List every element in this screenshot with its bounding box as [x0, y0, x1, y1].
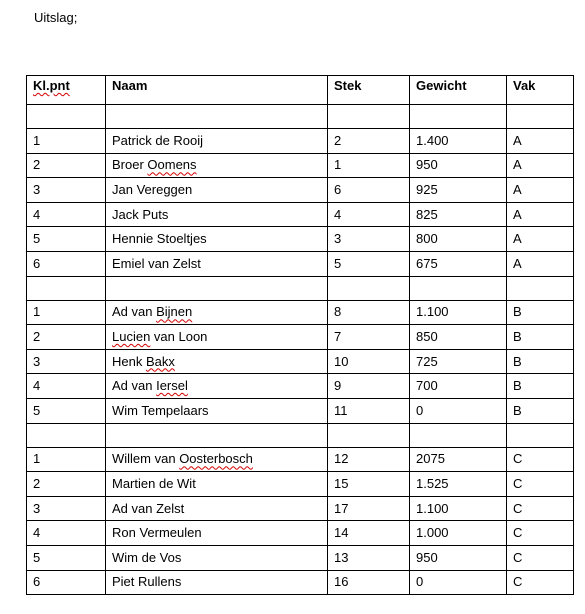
cell-weight: 0	[410, 398, 507, 423]
cell-peg: 14	[328, 521, 410, 546]
cell-name: Wim de Vos	[106, 545, 328, 570]
cell-section: B	[507, 374, 574, 399]
cell-peg: 3	[328, 227, 410, 252]
cell-name: Willem van Oosterbosch	[106, 447, 328, 472]
cell-name: Lucien van Loon	[106, 325, 328, 350]
table-row	[27, 153, 574, 178]
cell-name: Emiel van Zelst	[106, 251, 328, 276]
cell-section: A	[507, 178, 574, 203]
cell-name: Broer Oomens	[106, 153, 328, 178]
cell-peg: 1	[328, 153, 410, 178]
cell-place: 3	[27, 496, 106, 521]
table-row	[27, 496, 574, 521]
table-row	[27, 300, 574, 325]
cell-section: B	[507, 300, 574, 325]
cell-peg: 2	[328, 129, 410, 154]
cell-place: 2	[27, 153, 106, 178]
cell-section: A	[507, 129, 574, 154]
header-peg: Stek	[328, 76, 410, 105]
table-row	[27, 472, 574, 497]
table-row	[27, 349, 574, 374]
cell-name: Henk Bakx	[106, 349, 328, 374]
cell-weight: 1.000	[410, 521, 507, 546]
results-table-body	[27, 76, 574, 595]
cell-peg: 11	[328, 398, 410, 423]
cell-weight: 850	[410, 325, 507, 350]
cell-peg: 6	[328, 178, 410, 203]
table-row	[27, 129, 574, 154]
cell-section: C	[507, 496, 574, 521]
cell-peg: 7	[328, 325, 410, 350]
cell-weight: 1.525	[410, 472, 507, 497]
cell-section: C	[507, 472, 574, 497]
cell-weight: 2075	[410, 447, 507, 472]
cell-weight: 800	[410, 227, 507, 252]
cell-name: Ad van Bijnen	[106, 300, 328, 325]
cell-section: B	[507, 325, 574, 350]
table-row	[27, 545, 574, 570]
spacer-row	[27, 105, 574, 129]
cell-peg: 8	[328, 300, 410, 325]
table-row	[27, 447, 574, 472]
cell-weight: 725	[410, 349, 507, 374]
spacer-row	[27, 423, 574, 447]
cell-section: C	[507, 545, 574, 570]
cell-section: A	[507, 202, 574, 227]
cell-section: C	[507, 521, 574, 546]
cell-name: Wim Tempelaars	[106, 398, 328, 423]
header-name: Naam	[106, 76, 328, 105]
cell-place: 1	[27, 300, 106, 325]
cell-name: Ad van Zelst	[106, 496, 328, 521]
header-weight: Gewicht	[410, 76, 507, 105]
cell-name: Ron Vermeulen	[106, 521, 328, 546]
table-row	[27, 227, 574, 252]
cell-name: Piet Rullens	[106, 570, 328, 595]
cell-place: 2	[27, 325, 106, 350]
cell-weight: 825	[410, 202, 507, 227]
cell-peg: 4	[328, 202, 410, 227]
cell-weight: 950	[410, 545, 507, 570]
cell-peg: 17	[328, 496, 410, 521]
cell-section: C	[507, 447, 574, 472]
cell-place: 5	[27, 545, 106, 570]
cell-name: Martien de Wit	[106, 472, 328, 497]
cell-place: 4	[27, 202, 106, 227]
cell-weight: 925	[410, 178, 507, 203]
cell-place: 6	[27, 570, 106, 595]
table-row	[27, 178, 574, 203]
table-header-row	[27, 76, 574, 105]
cell-weight: 1.100	[410, 496, 507, 521]
cell-place: 2	[27, 472, 106, 497]
spacer-row	[27, 276, 574, 300]
cell-section: A	[507, 251, 574, 276]
table-row	[27, 202, 574, 227]
cell-name: Patrick de Rooij	[106, 129, 328, 154]
cell-name: Ad van Iersel	[106, 374, 328, 399]
cell-place: 5	[27, 398, 106, 423]
cell-place: 1	[27, 447, 106, 472]
cell-peg: 10	[328, 349, 410, 374]
cell-name: Jack Puts	[106, 202, 328, 227]
document-intro: Uitslag;	[34, 10, 78, 25]
cell-section: A	[507, 227, 574, 252]
cell-section: C	[507, 570, 574, 595]
cell-place: 4	[27, 521, 106, 546]
cell-peg: 15	[328, 472, 410, 497]
table-row	[27, 398, 574, 423]
cell-peg: 9	[328, 374, 410, 399]
table-row	[27, 374, 574, 399]
cell-place: 6	[27, 251, 106, 276]
table-row	[27, 251, 574, 276]
cell-place: 5	[27, 227, 106, 252]
header-place: Kl.pnt	[27, 76, 106, 105]
cell-peg: 16	[328, 570, 410, 595]
cell-weight: 700	[410, 374, 507, 399]
cell-weight: 675	[410, 251, 507, 276]
cell-place: 3	[27, 178, 106, 203]
cell-weight: 950	[410, 153, 507, 178]
cell-section: B	[507, 398, 574, 423]
cell-peg: 5	[328, 251, 410, 276]
cell-name: Hennie Stoeltjes	[106, 227, 328, 252]
cell-weight: 0	[410, 570, 507, 595]
header-section: Vak	[507, 76, 574, 105]
table-row	[27, 570, 574, 595]
cell-section: A	[507, 153, 574, 178]
table-row	[27, 325, 574, 350]
cell-place: 4	[27, 374, 106, 399]
cell-weight: 1.400	[410, 129, 507, 154]
results-table	[26, 75, 574, 595]
cell-weight: 1.100	[410, 300, 507, 325]
cell-place: 1	[27, 129, 106, 154]
cell-peg: 13	[328, 545, 410, 570]
cell-peg: 12	[328, 447, 410, 472]
cell-place: 3	[27, 349, 106, 374]
cell-section: B	[507, 349, 574, 374]
table-row	[27, 521, 574, 546]
cell-name: Jan Vereggen	[106, 178, 328, 203]
